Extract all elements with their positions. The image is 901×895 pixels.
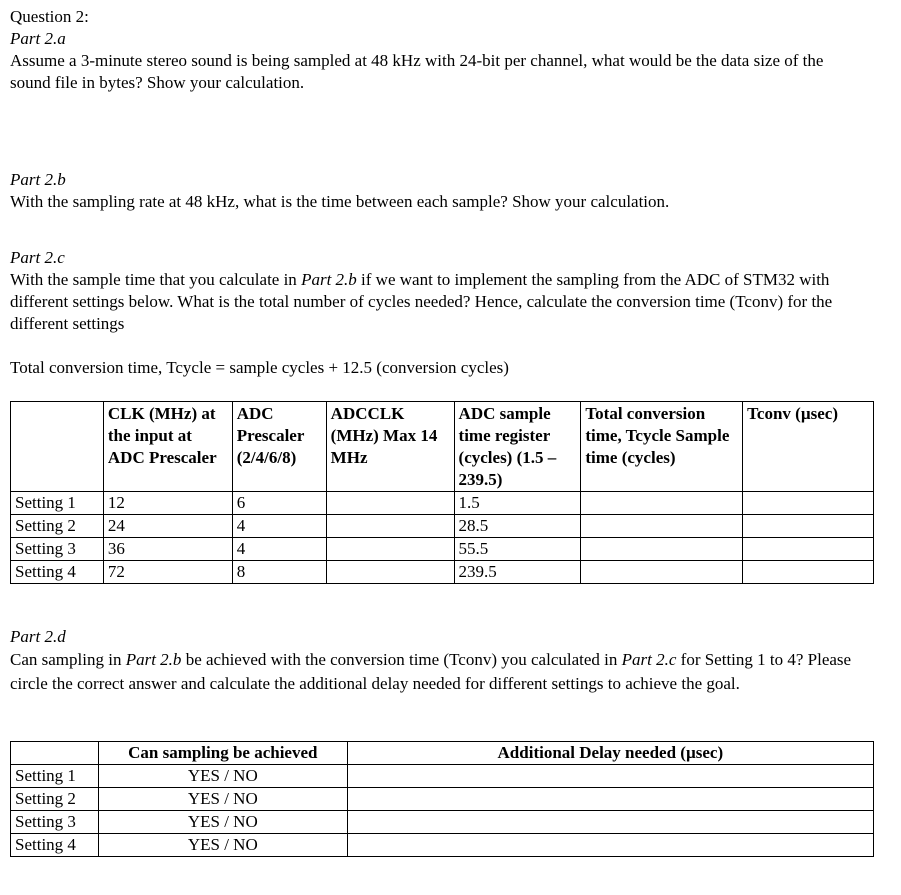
settings-table [10,401,874,584]
cell-sample-time: 28.5 [454,515,581,538]
part-c-text [10,269,850,335]
header-adcclk: ADCCLK (MHz) Max 14 MHz [326,402,454,492]
cell-clk: 24 [103,515,232,538]
part-c-text-2: if we want to implement the sampling from the ADC of STM32 with different settings below. What is the total number of cycles needed? Hence, calculate the conversion time (Tconv) for the different settings [10,270,833,333]
cell-additional-delay[interactable] [347,811,873,834]
yes-no-choice[interactable]: YES / NO [98,765,347,788]
part-d-ref-2: Part 2.c [621,650,677,669]
part-a-text: Assume a 3-minute stereo sound is being sampled at 48 kHz with 24-bit per channel, what would be the data size of the sound file in bytes? Show your calculation. [10,51,824,92]
cell-total-conversion[interactable] [581,561,743,584]
question-title: Question 2: [10,7,89,26]
cell-adcclk[interactable] [326,515,454,538]
part-c-ref: Part 2.b [301,270,357,289]
cell-sample-time: 239.5 [454,561,581,584]
settings-table-header [11,402,874,492]
cell-adcclk[interactable] [326,561,454,584]
cell-prescaler: 8 [232,561,326,584]
sampling-table-header [11,742,874,765]
setting-label: Setting 2 [11,788,99,811]
yes-no-choice[interactable]: YES / NO [98,811,347,834]
cell-prescaler: 6 [232,492,326,515]
header-sample-time: ADC sample time register (cycles) (1.5 – 239.5) [454,402,581,492]
part-c-label: Part 2.c [10,248,65,267]
yes-no-choice[interactable]: YES / NO [98,788,347,811]
setting-label: Setting 2 [11,515,104,538]
part-d-text-2: be achieved with the conversion time (Tconv) you calculated in [181,650,622,669]
header-empty [11,402,104,492]
table-row [11,834,874,857]
part-b-text: With the sampling rate at 48 kHz, what is the time between each sample? Show your calculation. [10,192,670,211]
part-d-label: Part 2.d [10,627,66,646]
cell-tconv[interactable] [743,561,874,584]
setting-label: Setting 1 [11,492,104,515]
cell-adcclk[interactable] [326,538,454,561]
table-row [11,538,874,561]
cell-prescaler: 4 [232,538,326,561]
yes-no-choice[interactable]: YES / NO [98,834,347,857]
part-c-formula: Total conversion time, Tcycle = sample cycles + 12.5 (conversion cycles) [10,358,509,377]
table-row [11,561,874,584]
table-row [11,515,874,538]
table-row [11,811,874,834]
table-row [11,788,874,811]
setting-label: Setting 1 [11,765,99,788]
part-d-section [10,626,890,696]
header-tconv: Tconv (µsec) [743,402,874,492]
cell-clk: 72 [103,561,232,584]
setting-label: Setting 4 [11,834,99,857]
part-b-section [10,169,890,213]
cell-prescaler: 4 [232,515,326,538]
setting-label: Setting 3 [11,538,104,561]
part-a-label: Part 2.a [10,29,66,48]
cell-additional-delay[interactable] [347,765,873,788]
cell-tconv[interactable] [743,515,874,538]
header-additional-delay: Additional Delay needed (µsec) [347,742,873,765]
part-d-text-1: Can sampling in [10,650,126,669]
part-c-text-1: With the sample time that you calculate in [10,270,302,289]
header-can-sample: Can sampling be achieved [98,742,347,765]
setting-label: Setting 3 [11,811,99,834]
part-c-section [10,247,890,335]
cell-additional-delay[interactable] [347,788,873,811]
table-row [11,492,874,515]
cell-clk: 12 [103,492,232,515]
table-row [11,765,874,788]
cell-clk: 36 [103,538,232,561]
cell-sample-time: 55.5 [454,538,581,561]
question-header [10,6,890,94]
header-clk: CLK (MHz) at the input at ADC Prescaler [103,402,232,492]
header-total-conversion: Total conversion time, Tcycle Sample time (cycles) [581,402,743,492]
cell-total-conversion[interactable] [581,492,743,515]
cell-total-conversion[interactable] [581,515,743,538]
cell-tconv[interactable] [743,492,874,515]
part-d-text [10,648,870,696]
setting-label: Setting 4 [11,561,104,584]
part-b-label: Part 2.b [10,170,66,189]
sampling-table [10,741,874,857]
cell-total-conversion[interactable] [581,538,743,561]
cell-tconv[interactable] [743,538,874,561]
header-empty [11,742,99,765]
cell-additional-delay[interactable] [347,834,873,857]
cell-adcclk[interactable] [326,492,454,515]
header-adc-prescaler: ADC Prescaler (2/4/6/8) [232,402,326,492]
cell-sample-time: 1.5 [454,492,581,515]
part-d-text-3: for Setting 1 to 4? Please circle the correct answer and calculate the additional delay needed for different settings to achieve the goal. [10,650,852,693]
part-d-ref-1: Part 2.b [125,650,182,669]
